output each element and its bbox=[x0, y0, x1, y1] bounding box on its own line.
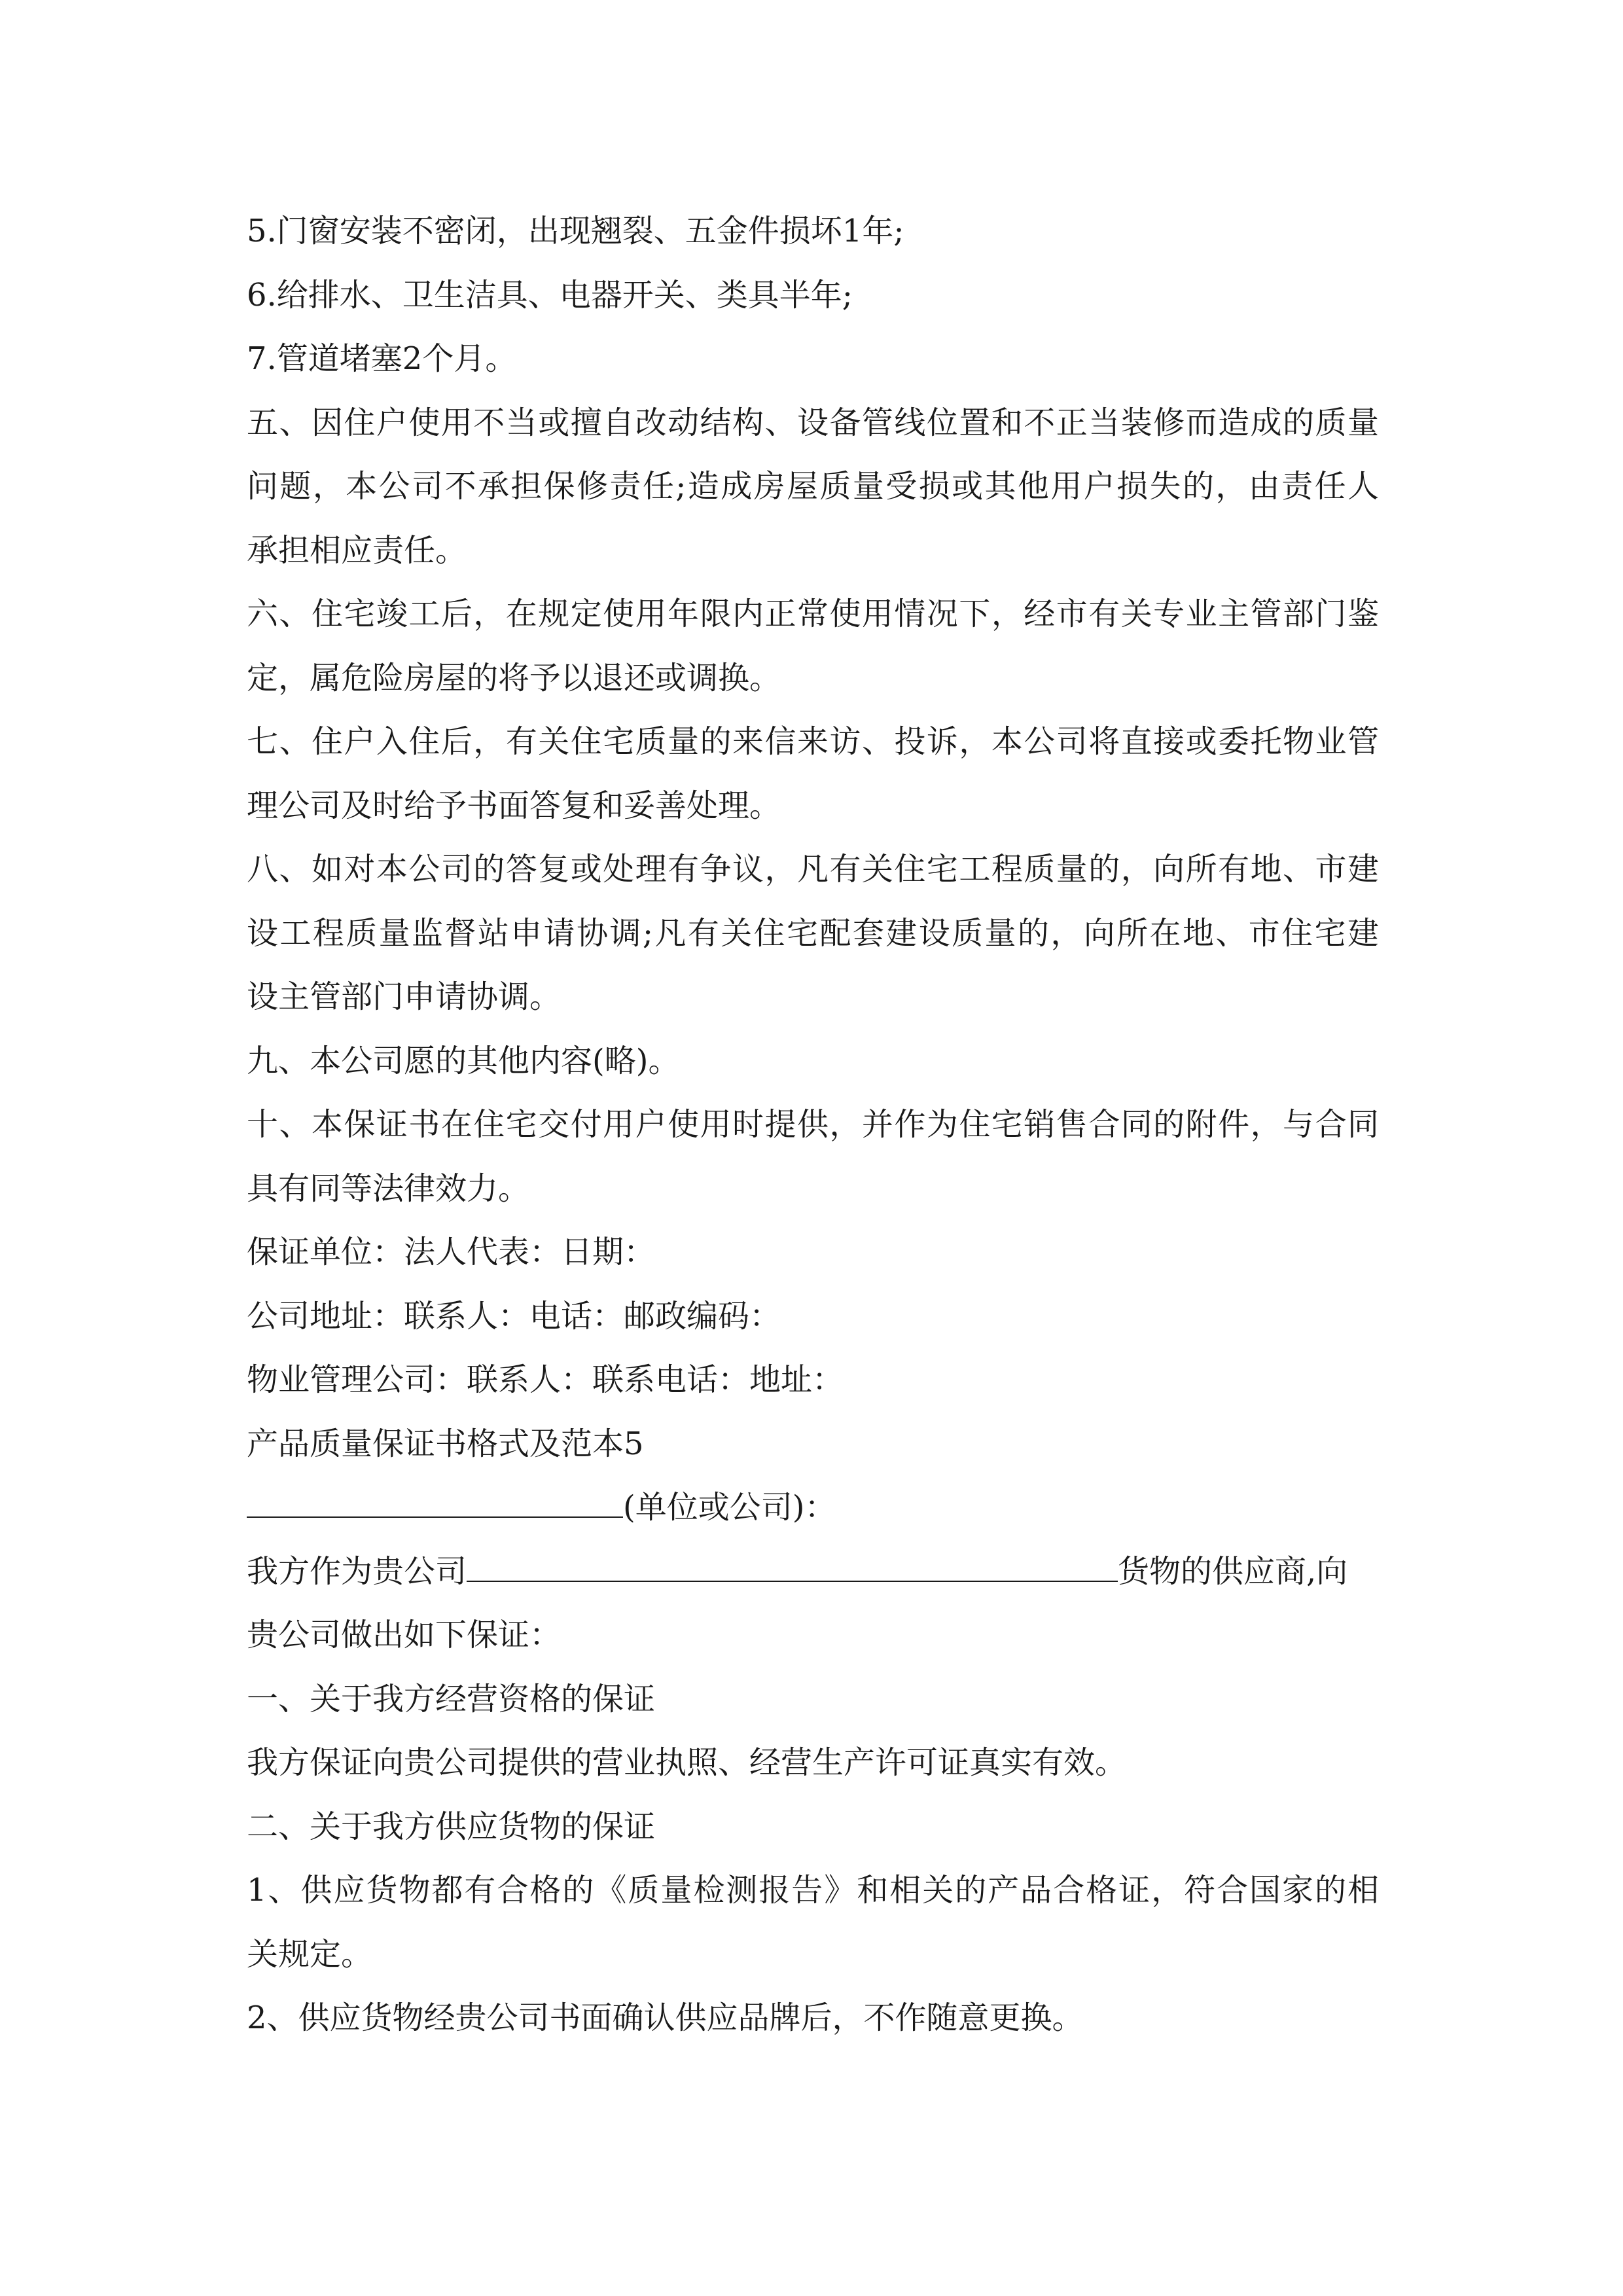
section-7-line-1: 七、住户入住后，有关住宅质量的来信来访、投诉，本公司将直接或委托物业管 bbox=[247, 723, 1379, 760]
section-10-line-2: 具有同等法律效力。 bbox=[247, 1170, 530, 1207]
supplier-line bbox=[247, 1540, 1379, 1604]
section-10-line-1: 十、本保证书在住宅交付用户使用时提供，并作为住宅销售合同的附件，与合同 bbox=[247, 1106, 1379, 1143]
section-9: 九、本公司愿的其他内容(略)。 bbox=[247, 1042, 680, 1079]
goods-item-1-line-1: 1、供应货物都有合格的《质量检测报告》和相关的产品合格证，符合国家的相 bbox=[247, 1872, 1379, 1909]
heading-goods: 二、关于我方供应货物的保证 bbox=[247, 1808, 656, 1845]
section-8-line-2: 设工程质量监督站申请协调;凡有关住宅配套建设质量的，向所在地、市住宅建 bbox=[247, 914, 1379, 952]
recipient-blank[interactable] bbox=[247, 1480, 623, 1518]
supplier-prefix: 我方作为贵公司 bbox=[247, 1552, 467, 1590]
section-8-line-3: 设主管部门申请协调。 bbox=[247, 978, 562, 1015]
clause-7-pipes: 7.管道堵塞2个月。 bbox=[247, 340, 517, 377]
goods-blank[interactable] bbox=[467, 1544, 1118, 1582]
goods-item-2: 2、供应货物经贵公司书面确认供应品牌后，不作随意更换。 bbox=[247, 2000, 1084, 2036]
section-8-line-1: 八、如对本公司的答复或处理有争议，凡有关住宅工程质量的，向所有地、市建 bbox=[247, 851, 1379, 888]
template-title: 产品质量保证书格式及范本5 bbox=[247, 1425, 644, 1462]
heading-qualification: 一、关于我方经营资格的保证 bbox=[247, 1680, 656, 1717]
section-5-line-2: 问题，本公司不承担保修责任;造成房屋质量受损或其他用户损失的，由责任人 bbox=[247, 468, 1379, 505]
supplier-suffix: 货物的供应商,向 bbox=[1118, 1552, 1348, 1590]
signature-guarantor: 保证单位：法人代表：日期： bbox=[247, 1234, 656, 1270]
qualification-text: 我方保证向贵公司提供的营业执照、经营生产许可证真实有效。 bbox=[247, 1744, 1127, 1781]
clause-5-windows: 5.门窗安装不密闭，出现翘裂、五金件损坏1年; bbox=[247, 213, 904, 249]
document-body bbox=[247, 200, 1379, 2051]
signature-company-address: 公司地址：联系人：电话：邮政编码： bbox=[247, 1297, 781, 1335]
section-5-line-1: 五、因住户使用不当或擅自改动结构、设备管线位置和不正当装修而造成的质量 bbox=[247, 404, 1379, 441]
guarantee-intro: 贵公司做出如下保证： bbox=[247, 1617, 562, 1653]
section-6-line-1: 六、住宅竣工后，在规定使用年限内正常使用情况下，经市有关专业主管部门鉴 bbox=[247, 596, 1379, 632]
section-6-line-2: 定，属危险房屋的将予以退还或调换。 bbox=[247, 659, 781, 696]
recipient-suffix: (单位或公司)： bbox=[623, 1489, 836, 1526]
clause-6-plumbing: 6.给排水、卫生洁具、电器开关、类具半年; bbox=[247, 276, 853, 314]
goods-item-1-line-2: 关规定。 bbox=[247, 1935, 373, 1973]
section-5-line-3: 承担相应责任。 bbox=[247, 531, 467, 569]
section-7-line-2: 理公司及时给予书面答复和妥善处理。 bbox=[247, 787, 781, 824]
signature-property-company: 物业管理公司：联系人：联系电话：地址： bbox=[247, 1361, 844, 1398]
recipient-line bbox=[247, 1476, 1379, 1540]
